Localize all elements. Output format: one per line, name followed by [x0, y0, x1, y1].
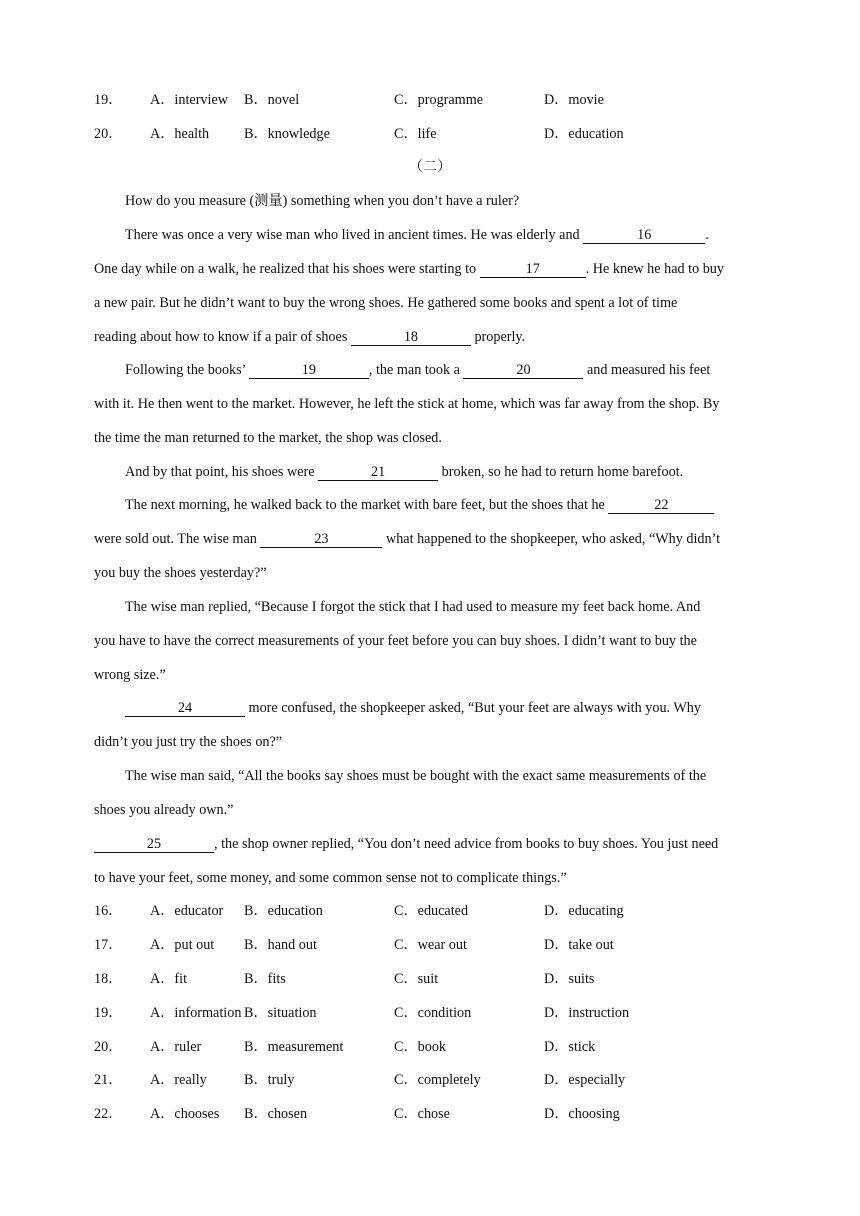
passage-line: a new pair. But he didn’t want to buy the wrong shoes. He gathered some books and spent a lot of time — [94, 295, 678, 311]
passage-line: with it. He then went to the market. However, he left the stick at home, which was far away from the shop. By — [94, 396, 720, 412]
option-d: D．take out — [544, 937, 614, 953]
passage-text: were sold out. The wise man — [94, 531, 261, 547]
option-d: D．especially — [544, 1072, 626, 1088]
passage-line — [94, 327, 525, 347]
blank-19[interactable]: 19 — [249, 360, 369, 380]
option-a: A．interview — [150, 92, 229, 108]
option-a: A．fit — [150, 971, 188, 987]
option-b: B．situation — [244, 1005, 317, 1021]
question-19 — [94, 1003, 794, 1023]
question-number: 20． — [94, 126, 123, 142]
option-d: D．choosing — [544, 1106, 620, 1122]
option-d: D．educating — [544, 903, 624, 919]
question-number: 21． — [94, 1072, 123, 1088]
question-number: 19． — [94, 92, 123, 108]
question-16 — [94, 901, 794, 921]
passage-line: the time the man returned to the market, the shop was closed. — [94, 430, 442, 446]
option-b: B．chosen — [244, 1106, 308, 1122]
passage-line — [94, 259, 724, 279]
passage-text: Following the books’ — [125, 362, 249, 378]
option-d: D．instruction — [544, 1005, 630, 1021]
question-21 — [94, 1070, 794, 1090]
passage-text: , the man took a — [368, 362, 464, 378]
question-18 — [94, 969, 794, 989]
option-b: B．hand out — [244, 937, 317, 953]
option-d: D．stick — [544, 1039, 596, 1055]
passage-text: what happened to the shopkeeper, who asked, “Why didn’t — [382, 531, 721, 547]
option-c: C．completely — [394, 1072, 481, 1088]
question-number: 22． — [94, 1106, 123, 1122]
option-c: C．suit — [394, 971, 439, 987]
option-b: B．fits — [244, 971, 286, 987]
option-c: C．book — [394, 1039, 447, 1055]
blank-23[interactable]: 23 — [260, 529, 382, 549]
passage-line — [94, 529, 720, 549]
option-a: A．health — [150, 126, 210, 142]
top-question-19 — [94, 90, 794, 110]
option-a: A．really — [150, 1072, 207, 1088]
passage-text: . — [705, 227, 709, 243]
option-b: B．education — [244, 903, 323, 919]
passage-text: The next morning, he walked back to the market with bare feet, but the shoes that he — [125, 497, 609, 513]
blank-21[interactable]: 21 — [318, 462, 438, 482]
option-a: A．ruler — [150, 1039, 202, 1055]
option-c: C．chose — [394, 1106, 450, 1122]
option-c: C．condition — [394, 1005, 472, 1021]
passage-line: you have to have the correct measurements of your feet before you can buy shoes. I didn’t want to buy the — [94, 633, 697, 649]
passage-text: , the shop owner replied, “You don’t need advice from books to buy shoes. You just need — [214, 836, 719, 852]
passage-line — [125, 462, 683, 482]
passage-text: and measured his feet — [583, 362, 711, 378]
passage-line: you buy the shoes yesterday?” — [94, 565, 267, 581]
passage-text: One day while on a walk, he realized that his shoes were starting to — [94, 261, 480, 277]
blank-24[interactable]: 24 — [125, 698, 245, 718]
option-c: C．programme — [394, 92, 484, 108]
option-c: C．life — [394, 126, 437, 142]
option-a: A．chooses — [150, 1106, 220, 1122]
blank-16[interactable]: 16 — [583, 225, 705, 245]
blank-20[interactable]: 20 — [463, 360, 583, 380]
question-20 — [94, 1037, 794, 1057]
passage-line: wrong size.” — [94, 667, 166, 683]
section-title: （二） — [408, 159, 452, 175]
top-question-20 — [94, 124, 794, 144]
passage-text: properly. — [470, 329, 526, 345]
passage-line — [125, 360, 710, 380]
passage-line: shoes you already own.” — [94, 802, 234, 818]
passage-text: broken, so he had to return home barefoot. — [438, 464, 684, 480]
question-number: 17． — [94, 937, 123, 953]
passage-text: There was once a very wise man who lived in ancient times. He was elderly and — [125, 227, 584, 243]
question-number: 20． — [94, 1039, 123, 1055]
passage-text: reading about how to know if a pair of shoes — [94, 329, 351, 345]
option-a: A．put out — [150, 937, 215, 953]
option-d: D．education — [544, 126, 624, 142]
option-b: B．knowledge — [244, 126, 330, 142]
passage-line: to have your feet, some money, and some common sense not to complicate things.” — [94, 870, 567, 886]
question-22 — [94, 1104, 794, 1124]
question-number: 18． — [94, 971, 123, 987]
passage-line: The wise man replied, “Because I forgot the stick that I had used to measure my feet back home. And — [125, 599, 701, 615]
option-c: C．wear out — [394, 937, 467, 953]
passage-line: The wise man said, “All the books say shoes must be bought with the exact same measurements of the — [125, 768, 707, 784]
option-a: A．information — [150, 1005, 242, 1021]
option-a: A．educator — [150, 903, 224, 919]
blank-25[interactable]: 25 — [94, 834, 214, 854]
option-d: D．movie — [544, 92, 604, 108]
option-b: B．measurement — [244, 1039, 344, 1055]
passage-text: more confused, the shopkeeper asked, “But your feet are always with you. Why — [245, 700, 701, 716]
blank-18[interactable]: 18 — [351, 327, 471, 347]
passage-text: And by that point, his shoes were — [125, 464, 319, 480]
option-c: C．educated — [394, 903, 469, 919]
passage-line: didn’t you just try the shoes on?” — [94, 734, 283, 750]
option-b: B．truly — [244, 1072, 295, 1088]
passage-line — [125, 495, 714, 515]
question-number: 16． — [94, 903, 123, 919]
blank-22[interactable]: 22 — [608, 495, 714, 515]
passage-line — [94, 834, 718, 854]
passage-text: . He knew he had to buy — [585, 261, 724, 277]
passage-line — [125, 225, 709, 245]
question-number: 19． — [94, 1005, 123, 1021]
passage-line — [125, 698, 701, 718]
passage-line: How do you measure (测量) something when you don’t have a ruler? — [125, 193, 520, 209]
question-17 — [94, 935, 794, 955]
option-b: B．novel — [244, 92, 300, 108]
blank-17[interactable]: 17 — [480, 259, 586, 279]
option-d: D．suits — [544, 971, 595, 987]
